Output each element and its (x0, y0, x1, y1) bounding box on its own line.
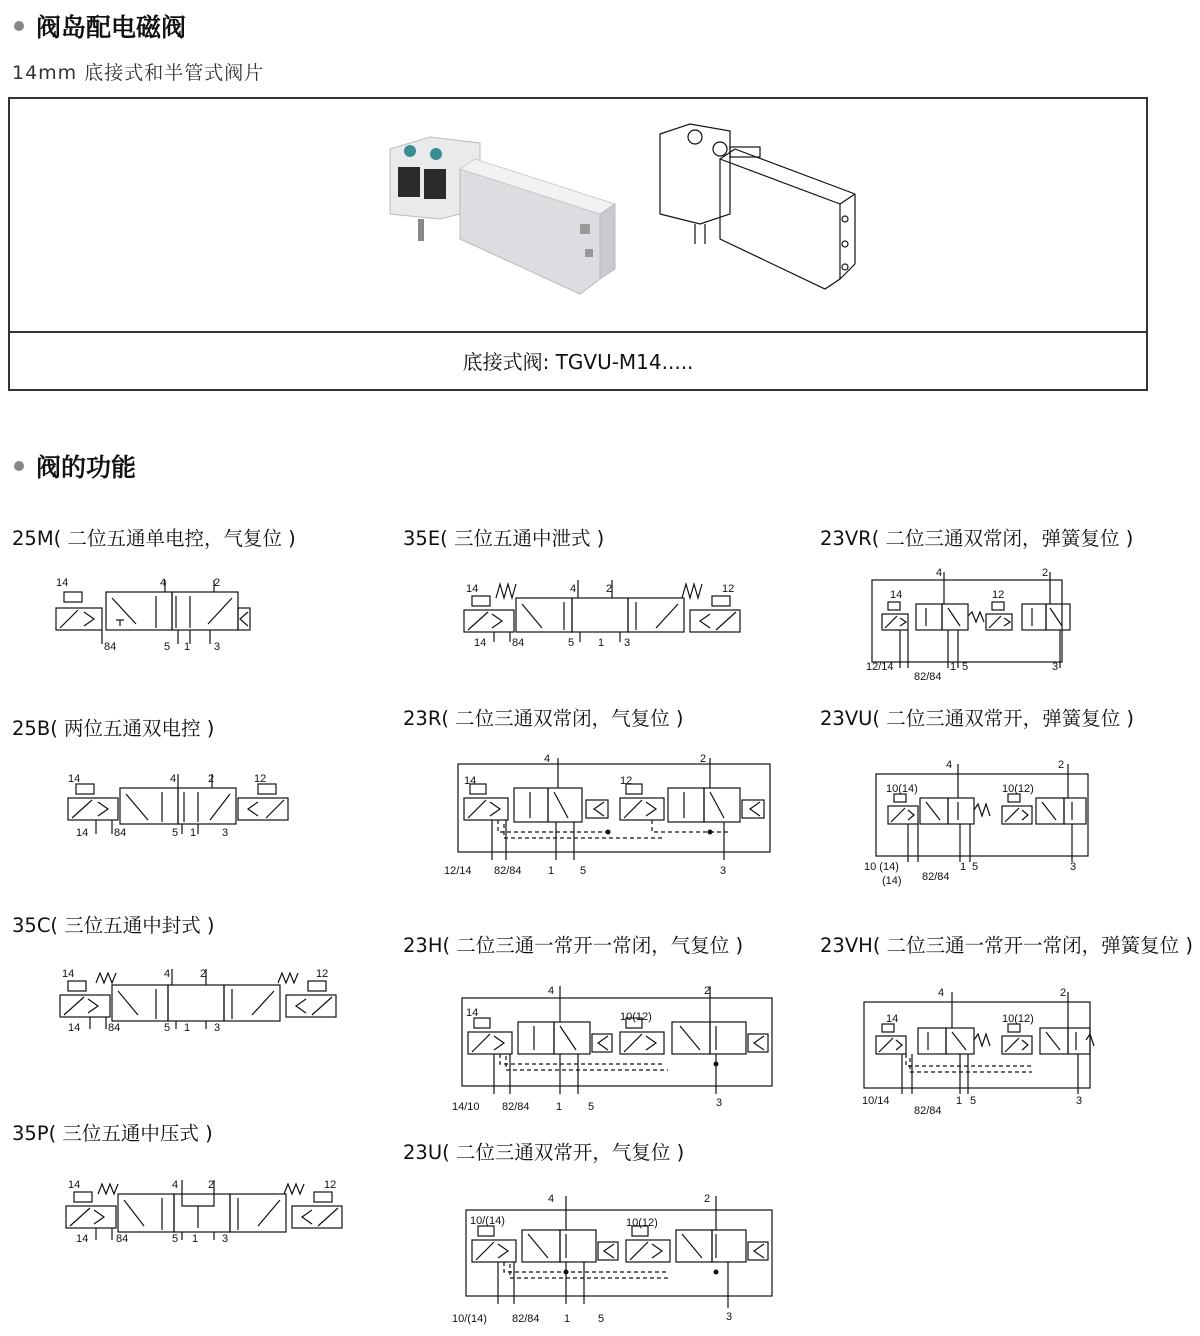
section-title-valve-island (14, 8, 186, 44)
port-label: 5 (972, 861, 979, 873)
port-label: 84 (108, 1022, 121, 1034)
port-label: 4 (548, 1193, 555, 1205)
port-label: 5 (164, 641, 171, 653)
port-label: 4 (548, 985, 555, 997)
port-label: 14 (76, 827, 89, 839)
port-label: 84 (116, 1233, 129, 1245)
product-caption: 底接式阀: TGVU-M14..... (462, 349, 694, 374)
port-label: 82/84 (502, 1101, 530, 1110)
port-label: 2 (704, 985, 711, 997)
symbol-25b (62, 770, 292, 842)
port-label: 12 (620, 775, 633, 787)
port-label: 1 (956, 1095, 963, 1107)
port-label: 14 (890, 589, 903, 601)
port-label: 5 (580, 865, 587, 877)
port-label: 1 (960, 861, 967, 873)
symbol-23h (448, 982, 778, 1110)
port-label: 4 (172, 1179, 179, 1191)
port-label: 2 (700, 753, 707, 765)
port-label: 5 (172, 827, 179, 839)
function-label-35p: 35P( 三位五通中压式 ) (12, 1122, 213, 1145)
port-label: 14/10 (452, 1101, 480, 1110)
port-label: 3 (720, 865, 727, 877)
port-label: 84 (114, 827, 127, 839)
symbol-23r (440, 748, 775, 878)
port-label: 3 (1070, 861, 1077, 873)
port-label: 14 (62, 968, 75, 980)
valve-photo-image (380, 119, 620, 299)
function-label-23vh: 23VH( 二位三通一常开一常闭，弹簧复位 ) (820, 934, 1193, 957)
symbol-23vu (862, 756, 1092, 888)
bullet-icon (14, 461, 24, 471)
port-label: 10(12) (626, 1217, 658, 1229)
function-label-25b: 25B( 两位五通双电控 ) (12, 717, 215, 740)
port-label: 10(14) (886, 783, 918, 795)
port-label: 1 (950, 661, 957, 673)
symbol-35p (62, 1176, 352, 1248)
port-label: 2 (606, 583, 613, 595)
port-label: 3 (222, 1233, 229, 1245)
port-label: 2 (200, 968, 207, 980)
port-label: 5 (172, 1233, 179, 1245)
port-label: 12/14 (866, 661, 894, 673)
port-label: 14 (56, 577, 69, 589)
port-label: 12 (722, 583, 735, 595)
port-label: 1 (190, 827, 197, 839)
function-label-23vr: 23VR( 二位三通双常闭，弹簧复位 ) (820, 527, 1134, 550)
port-label: 14 (68, 773, 81, 785)
bullet-icon (14, 21, 24, 31)
port-label: 2 (1042, 567, 1049, 579)
port-label: 82/84 (512, 1313, 540, 1325)
port-label: 4 (170, 773, 177, 785)
port-label: 12 (316, 968, 329, 980)
port-label: 14 (474, 637, 487, 649)
port-label: 2 (1060, 987, 1067, 999)
port-label: 84 (104, 641, 117, 653)
function-label-23h: 23H( 二位三通一常开一常闭，气复位 ) (403, 934, 744, 957)
symbol-35c (56, 965, 346, 1037)
valve-line-drawing (650, 119, 870, 299)
function-label-25m: 25M( 二位五通单电控，气复位 ) (12, 527, 296, 550)
port-label: 5 (164, 1022, 171, 1034)
port-label: 5 (598, 1313, 605, 1325)
port-label: 3 (1052, 661, 1059, 673)
port-label: 10(12) (1002, 783, 1034, 795)
section-title-valve-function (14, 448, 136, 484)
port-label: 14 (886, 1013, 899, 1025)
port-label: 14 (76, 1233, 89, 1245)
port-label: 82/84 (914, 671, 942, 683)
section-title-text: 阀岛配电磁阀 (36, 13, 187, 42)
symbol-23u (448, 1190, 778, 1326)
port-label: 82/84 (922, 871, 950, 883)
function-label-35c: 35C( 三位五通中封式 ) (12, 914, 215, 937)
port-label: 2 (214, 577, 221, 589)
port-label: 14 (68, 1022, 81, 1034)
function-label-35e: 35E( 三位五通中泄式 ) (403, 527, 605, 550)
port-label: 12 (324, 1179, 337, 1191)
port-label: 10/(14) (470, 1215, 505, 1227)
function-label-23u: 23U( 二位三通双常开，气复位 ) (403, 1141, 685, 1164)
symbol-25m (50, 572, 260, 654)
symbol-23vr (864, 564, 1074, 684)
port-label: 4 (544, 753, 551, 765)
port-label: 3 (1076, 1095, 1083, 1107)
port-label: 3 (214, 641, 221, 653)
port-label: 82/84 (494, 865, 522, 877)
port-label: 5 (962, 661, 969, 673)
port-label: 10/(14) (452, 1313, 487, 1325)
port-label: 1 (184, 1022, 191, 1034)
function-label-23r: 23R( 二位三通双常闭，气复位 ) (403, 707, 684, 730)
port-label: 3 (222, 827, 229, 839)
symbol-23vh (856, 984, 1096, 1120)
port-label: 4 (160, 577, 167, 589)
port-label: (14) (882, 875, 902, 887)
port-label: 1 (556, 1101, 563, 1110)
port-label: 5 (970, 1095, 977, 1107)
port-label: 4 (938, 987, 945, 999)
product-image-box (8, 97, 1148, 391)
port-label: 14 (466, 1007, 479, 1019)
port-label: 1 (184, 641, 191, 653)
port-label: 12 (254, 773, 267, 785)
function-label-23vu: 23VU( 二位三通双常开，弹簧复位 ) (820, 707, 1135, 730)
port-label: 1 (598, 637, 605, 649)
port-label: 5 (588, 1101, 595, 1110)
port-label: 12 (992, 589, 1005, 601)
port-label: 2 (1058, 759, 1065, 771)
port-label: 2 (208, 773, 215, 785)
port-label: 1 (192, 1233, 199, 1245)
port-label: 10 (14) (864, 861, 899, 873)
port-label: 5 (568, 637, 575, 649)
port-label: 12/14 (444, 865, 472, 877)
port-label: 3 (624, 637, 631, 649)
port-label: 3 (716, 1097, 723, 1109)
port-label: 84 (512, 637, 525, 649)
port-label: 1 (564, 1313, 571, 1325)
port-label: 2 (208, 1179, 215, 1191)
port-label: 4 (164, 968, 171, 980)
product-photo-area (10, 99, 1146, 333)
port-label: 82/84 (914, 1105, 942, 1117)
port-label: 2 (704, 1193, 711, 1205)
symbol-35e (460, 576, 750, 652)
section-title-text: 阀的功能 (36, 453, 137, 482)
port-label: 10/14 (862, 1095, 890, 1107)
port-label: 4 (570, 583, 577, 595)
port-label: 4 (936, 567, 943, 579)
port-label: 14 (68, 1179, 81, 1191)
port-label: 4 (946, 759, 953, 771)
port-label: 14 (466, 583, 479, 595)
port-label: 3 (726, 1311, 733, 1323)
port-label: 3 (214, 1022, 221, 1034)
port-label: 10(12) (1002, 1013, 1034, 1025)
section-subtitle: 14mm 底接式和半管式阀片 (12, 62, 265, 84)
port-label: 14 (464, 775, 477, 787)
port-label: 1 (548, 865, 555, 877)
port-label: 10(12) (620, 1011, 652, 1023)
